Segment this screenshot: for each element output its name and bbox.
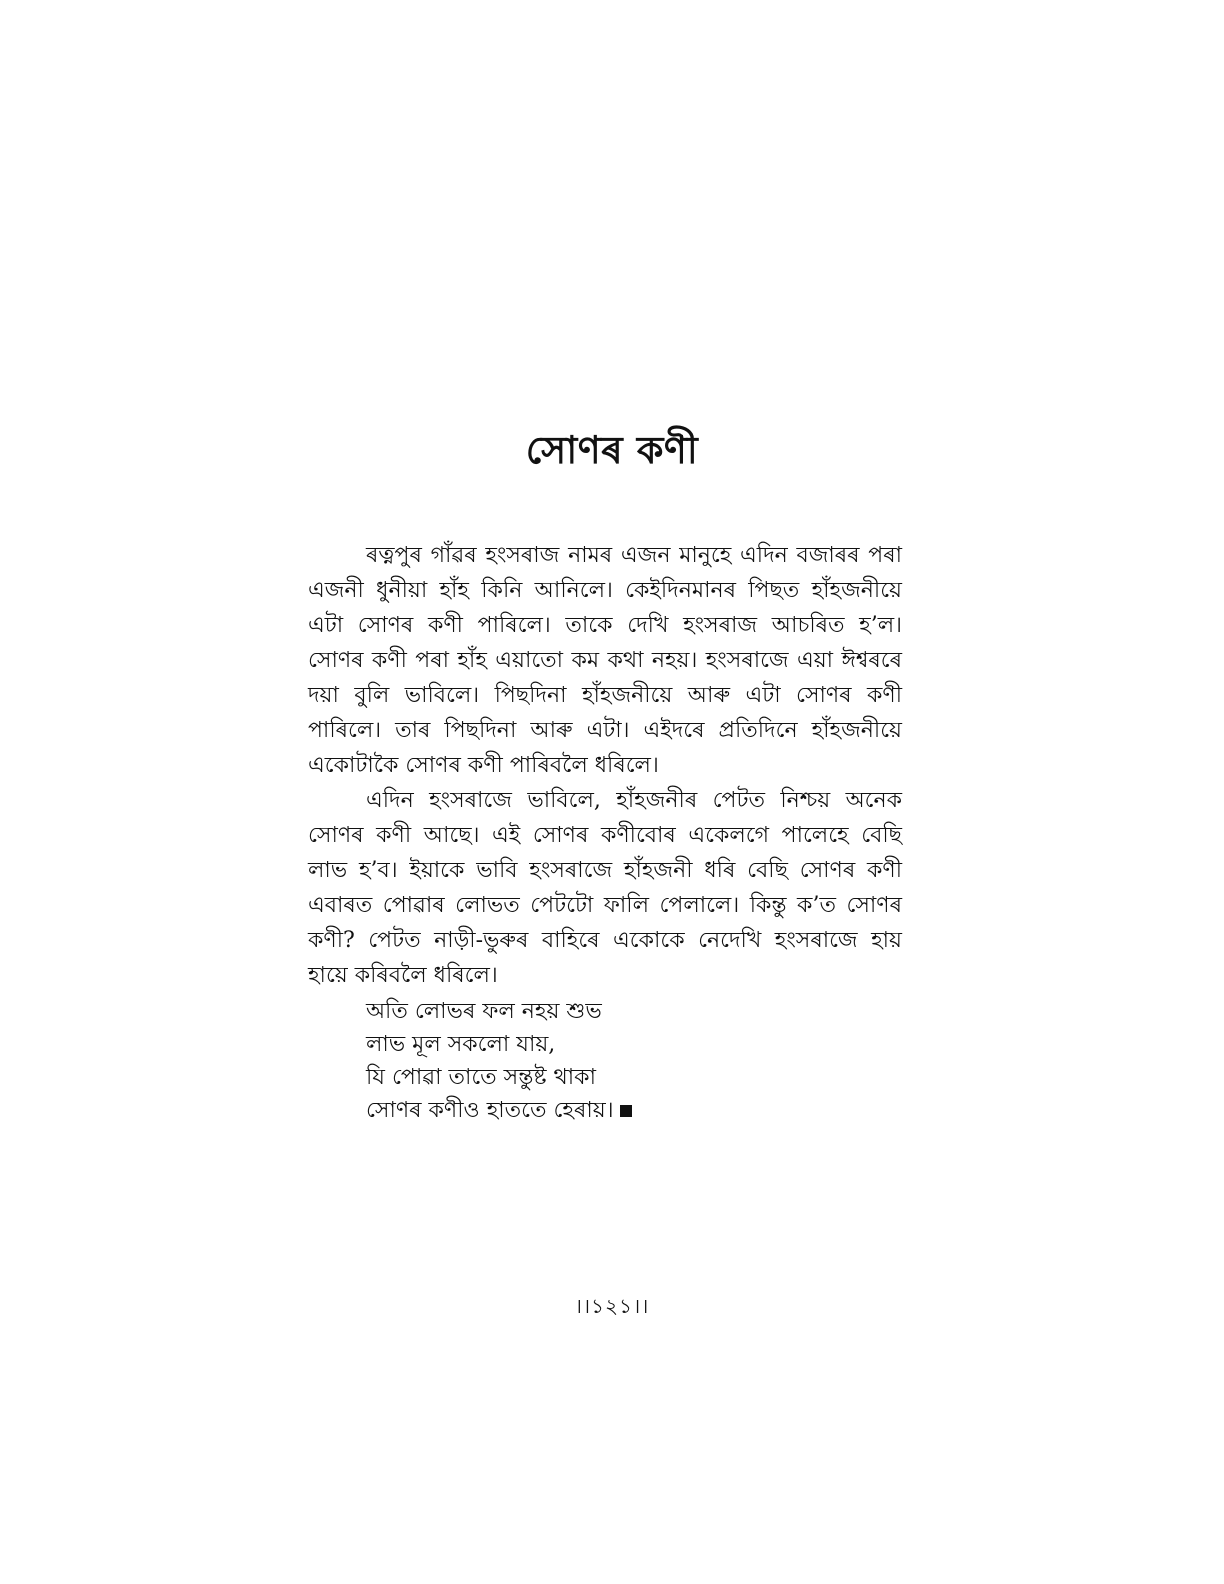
moral-verse bbox=[366, 995, 902, 1127]
verse-line-4 bbox=[366, 1094, 902, 1127]
page-number: ।।১২১।। bbox=[574, 1294, 650, 1318]
verse-line-3-text: যি পোৱা তাতে সন্তুষ্ট থাকা bbox=[366, 1065, 596, 1090]
story-title: সোণৰ কণী bbox=[525, 427, 699, 473]
verse-line-2 bbox=[366, 1028, 902, 1061]
verse-line-1 bbox=[366, 995, 902, 1028]
end-mark-icon bbox=[620, 1105, 632, 1117]
verse-line-4-text: সোণৰ কণীও হাততে হেৰায়। bbox=[366, 1098, 614, 1123]
verse-line-1-text: অতি লোভৰ ফল নহয় শুভ bbox=[366, 999, 602, 1024]
verse-line-3 bbox=[366, 1061, 902, 1094]
verse-line-2-text: লাভ মূল সকলো যায়, bbox=[366, 1032, 556, 1057]
paragraph-2: এদিন হংসৰাজে ভাবিলে, হাঁহজনীৰ পেটত নিশ্চয় অনেক সোণৰ কণী আছে। এই সোণৰ কণীবোৰ একেলগে পালেহে বেছি লাভ হ’ব। ইয়াকে ভাবি হংসৰাজে হাঁহজনী ধৰি বেছি সোণৰ কণী এবাৰত পোৱাৰ লোভত পেটটো ফালি পেলালে। কিন্তু ক’ত সোণৰ কণী? পেটত নাড়ী-ভুৰুৰ বাহিৰে একোকে নেদেখি হংসৰাজে হায় হায়ে কৰিবলৈ ধৰিলে। bbox=[308, 788, 902, 988]
story-body bbox=[308, 538, 902, 1127]
paragraph-1: ৰত্নপুৰ গাঁৱৰ হংসৰাজ নামৰ এজন মানুহে এদিন বজাৰৰ পৰা এজনী ধুনীয়া হাঁহ কিনি আনিলে। কেইদিনমানৰ পিছত হাঁহজনীয়ে এটা সোণৰ কণী পাৰিলে। তাকে দেখি হংসৰাজ আচৰিত হ’ল। সোণৰ কণী পৰা হাঁহ এয়াতো কম কথা নহয়। হংসৰাজে এয়া ঈশ্বৰৰে দয়া বুলি ভাবিলে। পিছদিনা হাঁহজনীয়ে আৰু এটা সোণৰ কণী পাৰিলে। তাৰ পিছদিনা আৰু এটা। এইদৰে প্ৰতিদিনে হাঁহজনীয়ে একোটাকৈ সোণৰ কণী পাৰিবলৈ ধৰিলে। bbox=[308, 543, 902, 778]
